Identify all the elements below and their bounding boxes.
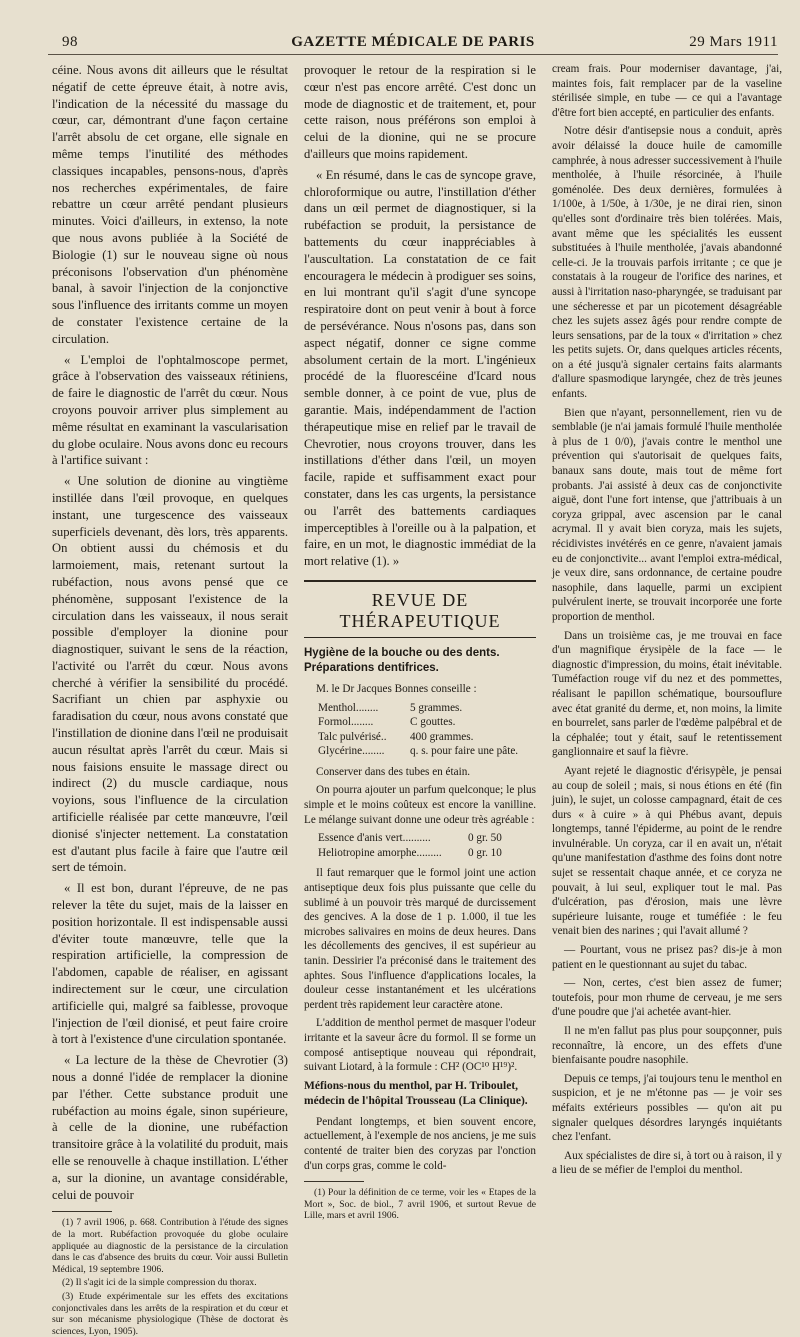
column-middle — [304, 62, 536, 1222]
footnote: (2) Il s'agit ici de la simple compression du thorax. — [62, 1277, 257, 1289]
journal-title: GAZETTE MÉDICALE DE PARIS — [291, 34, 535, 50]
paragraph: provoquer le retour de la respiration si le cœur n'est pas encore arrêté. C'est donc un mode de diagnostic et de traitement, et, pour cette raison, nous préférons son emploi à celui de la dionine, qui ne se procure d'ailleurs que moins rapidement. — [304, 63, 536, 161]
paragraph: « L'emploi de l'ophtalmoscope permet, grâce à l'observation des vaisseaux rétiniens, de faire le diagnostic de l'arrêt du cœur. Nous croyons pouvoir arriver plus simplement au même résultat en examinant la vascularisation du globe oculaire. Nous avons donc eu recours à l'artifice suivant : — [52, 352, 288, 468]
paragraph: cream frais. Pour moderniser davantage, j'ai, maintes fois, fait remplacer par de la vaseline stérilisée simple, en tube — ce qui a l'avantage d'être fort bien accepté, en particulier des enfants. — [552, 63, 782, 119]
quantity: 400 grammes. — [410, 730, 474, 743]
paragraph: Pendant longtemps, et bien souvent encore, actuellement, à l'exemple de nos anciens, je me suis contenté de traiter bien des coryzas par l'onction d'un corps gras, comme le cold- — [304, 1115, 536, 1172]
ingredient: Glycérine........ — [318, 745, 385, 758]
quantity: C gouttes. — [410, 716, 456, 729]
subsection-title: Méfions-nous du menthol, par H. Triboulet, médecin de l'hôpital Trousseau (La Clinique). — [304, 1079, 528, 1107]
paragraph: Il faut remarquer que le formol joint une action antiseptique deux fois plus puissante que celle du sublimé à un pouvoir très marqué de durcissement des gencives. A la dose de 1 p. 1.000, il tue les microbes salivaires en moins de deux heures. Dans les décollements des gencives, il est supérieur au tanin. Dessirier l'a préconisé dans le traitement des aphtes. Sous l'influence d'applications locales, la douleur cesse instantanément et les ulcérations perdent très rapidement leur caractère atone. — [304, 867, 536, 1011]
footnote: (3) Etude expérimentale sur les effets des excitations conjonctivales dans les arrêts de la respiration et du cœur et sur son mécanisme physiologique (Thèse de doctorat ès sciences, Lyon, 1905). — [52, 1290, 288, 1337]
paragraph: Aux spécialistes de dire si, à tort ou à raison, il y a lieu de se méfier de l'emploi du menthol. — [552, 1149, 782, 1177]
paragraph: Ayant rejeté le diagnostic d'érisypèle, je pensai au coup de soleil ; mais, si nous étions en été (fin juin), le sujet, un colosse campagnard, était de ces durs « à cuire » à qui Phébus avant, depuis longtemps, tanné l'épiderme, au point de le rendre invulnérable. Un coryza, car il en avait un, n'était qu'une manifestation d'asthme des foins dont notre sujet se ressentait chaque année, et ce coryza ne pouvait, à lui seul, expliquer tout le mal. Pas d'ulcération, pas d'érosion, mais une lèvre supérieure luisante, rouge et tuméfiée : le feu venait bien des narines ; qui l'avait allumé ? — [552, 764, 782, 938]
paragraph: Depuis ce temps, j'ai toujours tenu le menthol en suspicion, et je ne m'étonne pas — je voir ses méfaits extérieurs possibles — qu'on ait pu signaler quelques désordres laryngés inquiétants chez l'enfant. — [552, 1072, 782, 1144]
paragraph: L'addition de menthol permet de masquer l'odeur irritante et la saveur âcre du formol. Il se forme un composé antiseptique nouveau qui répondrait, suivant Liotard, à la formule : CH² (OC¹⁰ H¹⁹)². — [304, 1017, 536, 1074]
subsection-title: Hygiène de la bouche ou des dents. Préparations dentifrices. — [304, 646, 500, 674]
ingredient: Heliotropine amorphe......... — [318, 846, 442, 859]
paragraph: — Non, certes, c'est bien assez de fumer; toutefois, pour mon rhume de cerveau, je me sers d'une poudre que j'ai achetée avant-hier. — [552, 977, 782, 1019]
paragraph: « Il est bon, durant l'épreuve, de ne pas relever la tête du sujet, mais de la laisser en position horizontale. Il est indispensable aussi d'éviter toute manœuvre, telle que la respiration artificielle, la compression de l'abdomen, capable de réaliser, en agissant indirectement sur le cœur, une circulation artificielle qui, malgré sa faiblesse, provoque l'injection de l'œil dionisé, et peut faire croire à tort à l'existence d'une circulation spontanée. — [52, 881, 288, 1047]
paragraph: On pourra ajouter un parfum quelconque; le plus simple et le moins coûteux est encore la vanilline. Le mélange suivant donne une odeur très agréable : — [304, 784, 536, 826]
paragraph: céine. Nous avons dit ailleurs que le résultat négatif de cette épreuve était, à notre avis, l'indication de la nécessité du massage du cœur, car, démontrant d'une façon certaine l'arrêt absolu de cet organe, elle signale en même temps l'inutilité des méthodes classiques incapables, pensons-nous, d'après nos recherches expérimentales, de faire rebattre un cœur arrêté pendant plusieurs minutes. Voici d'ailleurs, in extenso, la note que nous avons publiée à la Société de Biologie (1) sur le nouveau signe où nous préconisons l'observation d'un phénomène banal, à savoir l'injection de la conjonctive sous l'influence des irritants comme un moyen de constater l'existence certaine de la circulation. — [52, 63, 288, 346]
quantity: q. s. pour faire une pâte. — [410, 745, 519, 758]
paragraph: Il ne m'en fallut pas plus pour soupçonner, puis reconnaître, là encore, un des effets d'une bienfaisante poudre nasophile. — [552, 1025, 782, 1067]
formula-row — [318, 744, 536, 759]
paragraph: Conserver dans des tubes en étain. — [316, 765, 471, 778]
paragraph: — Pourtant, vous ne prisez pas? dis-je à mon patient en le questionnant au sujet du tabac. — [552, 944, 782, 971]
formula-row — [318, 831, 536, 846]
page-number: 98 — [62, 34, 78, 50]
formula-row — [318, 846, 536, 861]
formula-row — [318, 701, 536, 716]
paragraph: Bien que n'ayant, personnellement, rien vu de semblable (je n'ai jamais formulé l'huile mentholée à plus de 1 0/0), j'avais contre le menthol une prévention qui s'autorisait de quelques faits, banaux sans doute, mais tout de même fort probants. J'ai assisté à deux cas de conjonctivite aiguë, dont l'une fort intense, que j'attribuais à un coryza grippal, avec ascension par le canal acrymal. Il y avait bien coryza, mais les sujets, récidivistes invétérés en ce genre, n'avaient jamais eu de conjonctivite... avant l'emploi extra-médical, je veux dire, sans ordonnance, de certaine poudre nasophile, dans laquelle, parmi un excipient pulvérulent inerte, se trouvait incorporée une forte proportion de menthol. — [552, 406, 782, 623]
perfume-formula — [318, 831, 536, 860]
quantity: 0 gr. 10 — [468, 846, 502, 859]
paragraph: « La lecture de la thèse de Chevrotier (3) nous a donné l'idée de remplacer la dionine par l'éther. Cette substance produit une rubéfaction au moins égale, sinon supérieure, à celle de la dionine, une rubéfaction transitoire grâce à la volatilité du produit, mais elle se renouvelle à chaque instillation. L'éther a, sur la dionine, un avantage considérable, celui de pouvoir — [52, 1053, 288, 1202]
quantity: 5 grammes. — [410, 701, 463, 714]
dentifrice-formula — [318, 701, 536, 759]
paragraph: M. le Dr Jacques Bonnes conseille : — [316, 682, 477, 695]
ingredient: Formol........ — [318, 716, 374, 729]
formula-row — [318, 730, 536, 745]
paragraph: Notre désir d'antisepsie nous a conduit, après avoir délaissé la douce huile de camomille camphrée, à nous adresser successivement à l'huile mentholée, à l'huile résorcinée, à l'huile goménolée. Des deux dernières, formulées à 1/100e, à 1/50e, à 1/30e, je ne dirai rien, sinon qu'elles sont d'ordinaire très bien tolérées. Mais, avant même que les spécialités les eussent substituées à l'huile mentholée, j'avais abandonné celle-ci. Je la trouvais parfois irritante ; ce que je constatais à la rougeur de l'orifice des narines, et aussi à l'irritation naso-pharyngée, se traduisant par une sécheresse et par un picotement désagréable chez les sujets assez âgés pour rendre compte de leurs sensations, par de la toux « d'irritation » chez les petits sujets. Or, dans quelques articles récents, on a été jusqu'à signaler certains faits alarmants d'allure spasmodique laryngée, chez de très jeunes enfants. — [552, 125, 782, 401]
issue-date: 29 Mars 1911 — [689, 34, 778, 50]
footnote: (1) 7 avril 1906, p. 668. Contribution à l'étude des signes de la mort. Rubéfaction provoquée du globe oculaire appliquée au diagnostic de la persistance de la circulation dans le cas d'absence des bruits du cœur. Voir aussi Bulletin Médical, 19 septembre 1906. — [52, 1217, 288, 1275]
running-header — [48, 28, 778, 55]
formula-row — [318, 715, 536, 730]
paragraph: « Une solution de dionine au vingtième instillée dans l'œil provoque, en quelques instant, une turgescence des vaisseaux superficiels devenant, dès lors, très apparents. On obtient aussi du chémosis et du larmoiement, mais, retenant surtout la rubéfaction, nous avons pensé que ce phénomène, supposant l'existence de la circulation dans les vaisseaux, il nous serait possible d'employer la dionine pour diagnostiquer, suivant le sens de la réaction, l'activité ou l'arrêt du cœur. Nous avons cherché à vérifier la sensibilité du procédé. Sacrifiant un chien par asphyxie ou faradisation du cœur, nous avons constaté que l'instillation de dionine dans l'œil ne produisait aucun résultat après l'arrêt du cœur. Mais si nous faisions ensuite le massage direct ou indirect (2) du muscle cardiaque, nous voyions, sous l'influence de la circulation artificielle réalisée par cette manœuvre, l'œil dionisé s'injecter nettement. La constatation est d'autant plus facile à faire que l'autre œil sert de témoin. — [52, 474, 288, 875]
footnote-rule — [52, 1211, 112, 1212]
section-title: REVUE DE THÉRAPEUTIQUE — [304, 580, 536, 638]
paragraph: « En résumé, dans le cas de syncope grave, chloroformique ou autre, l'instillation d'éther dans un œil permet de diagnostiquer, si la rubéfaction se produit, la persistance de battements du cœur inappréciables à l'auscultation. La constatation de ce fait encouragera le médecin à prodiguer ses soins, en lui montrant qu'il s'agit d'une syncope respiratoire dont on peut venir à bout à force de persévérance. Nous n'osons pas, dans son aspect négatif, donner ce signe comme absolument certain de la mort. L'ingénieux procédé de la fluorescéine d'Icard nous semble donner, à ce point de vue, plus de garantie. Mais, indépendamment de l'action thérapeutique mise en relief par le travail de Chevrotier, nous croyons trouver, dans les instillations d'éther dans l'œil, un moyen facile, rapide et suffisamment exact pour constater, dans les cas urgents, la persistance ou l'arrêt des battements cardiaques imperceptibles à l'oreille ou à la palpation, et faire, en un mot, le diagnostic immédiat de la mort relative (1). » — [304, 167, 536, 569]
column-right — [552, 62, 782, 1177]
quantity: 0 gr. 50 — [468, 832, 502, 845]
paragraph: Dans un troisième cas, je me trouvai en face d'un magnifique érysipèle de la face — le diagnostic d'impression, du moins, était inévitable. Tuméfaction rouge vif du nez et des pommettes, réalisant le papillon schématique, boursouflure avec état granité du derme, et, non moins, la limite en bourrelet, sans parler de l'œdème palpébral et de la céphalée; tout y était, sauf le retentissement ganglionnaire et sauf la fièvre. — [552, 629, 782, 759]
footnote: (1) Pour la définition de ce terme, voir les « Etapes de la Mort », Soc. de biol., 7 avril 1906, et surtout Revue de Lille, mars et avril 1906. — [304, 1187, 536, 1222]
footnotes — [52, 1217, 288, 1337]
footnotes — [304, 1187, 536, 1222]
ingredient: Talc pulvérisé.. — [318, 730, 387, 743]
ingredient: Menthol........ — [318, 701, 379, 714]
therapeutics-body — [304, 682, 536, 1173]
footnote-rule — [304, 1181, 364, 1182]
column-left — [52, 62, 288, 1337]
ingredient: Essence d'anis vert.......... — [318, 832, 431, 845]
